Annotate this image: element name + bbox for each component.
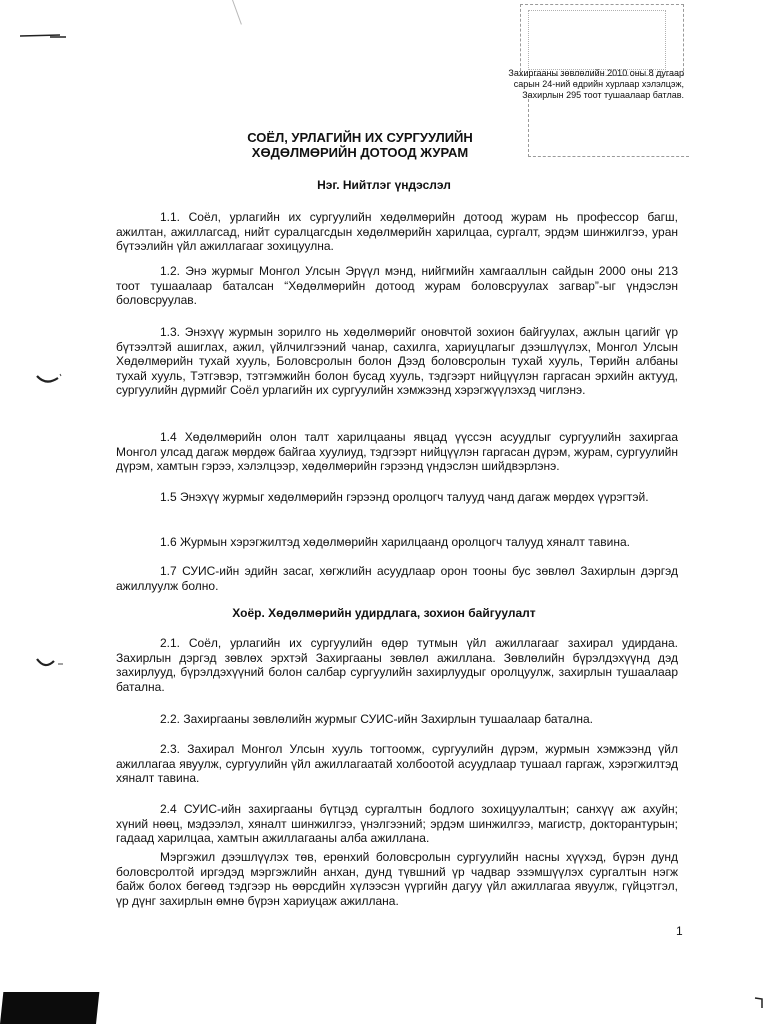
paragraph-1-5: 1.5 Энэхүү журмыг хөдөлмөрийн гэрээнд оролцогч талууд чанд дагаж мөрдөх үүрэгтэй. bbox=[160, 490, 649, 504]
approval-line-2: сарын 24-ний өдрийн хурлаар хэлэлцэж, bbox=[513, 79, 684, 89]
paragraph-1-6: 1.6 Журмын хэрэгжилтэд хөдөлмөрийн харилцаанд оролцогч талууд хяналт тавина. bbox=[160, 535, 630, 549]
paragraph-1-2: 1.2. Энэ журмыг Монгол Улсын Эрүүл мэнд, нийгмийн хамгааллын сайдын 2000 оны 213 тоот тушаалаар баталсан “Хөдөлмөрийн дотоод журам боловсруулах загвар”-ыг үндэслэн боловсруулав. bbox=[116, 264, 678, 307]
approval-note bbox=[480, 68, 684, 101]
paragraph-2-4-continued: Мэргэжил дээшлүүлэх төв, ерөнхий боловсролын сургуулийн насны хүүхэд, бүрэн дунд боловсролтой иргэдэд мэргэжлийн анхан, дунд түвшний үр чадвар эзэмшүүлэх сургалтын нэгж байж болох бөгөөд тэдгээр нь өөрсдийн хүлээсэн үүргийн дагуу үйл ажиллагаа явуулж, гүйцэтгэл, үр дүнг захирлын өмнө бүрэн хариуцаж ажиллана. bbox=[116, 850, 678, 908]
title-line-1: СОЁЛ, УРЛАГИЙН ИХ СУРГУУЛИЙН bbox=[247, 130, 473, 145]
paragraph-1-1: 1.1. Соёл, урлагийн их сургуулийн хөдөлмөрийн дотоод журам нь профессор багш, ажилтан, ажиллагсад, нийт суралцагсдын хөдөлмөрийн харилцаа, сургалт, эрдэм шинжилгээ, уран бүтээлийн үйл ажиллагааг зохицуулна. bbox=[116, 210, 678, 253]
approval-line-1: Захиргааны зөвлөлийн 2010 оны 8 дугаар bbox=[508, 68, 684, 78]
paragraph-2-3: 2.3. Захирал Монгол Улсын хууль тогтоомж, сургуулийн дүрэм, журмын хэмжээнд үйл ажиллагаа явуулж, сургуулийн үйл ажиллагаатай холбоотой асуудлаар тушаал гаргаж, хэрэгжилтэд хяналт тавина. bbox=[116, 742, 678, 785]
title-line-2: ХӨДӨЛМӨРИЙН ДОТООД ЖУРАМ bbox=[251, 145, 469, 160]
page-number: 1 bbox=[676, 924, 683, 938]
stamp-seal-frame bbox=[528, 94, 689, 157]
section-1-heading: Нэг. Нийтлэг үндэслэл bbox=[317, 178, 451, 192]
binder-hole-mark-icon bbox=[36, 372, 62, 386]
approval-line-3: Захирлын 295 тоот тушаалаар батлав. bbox=[522, 90, 684, 100]
section-2-heading: Хоёр. Хөдөлмөрийн удирдлага, зохион байгуулалт bbox=[232, 606, 536, 620]
paragraph-2-4: 2.4 СУИС-ийн захиргааны бүтцэд сургалтын бодлого зохицуулалтын; санхүү аж ахуйн; хүний нөөц, мэдээлэл, хяналт шинжилгээ, үнэлгээний; эрдэм шинжилгээ, магистр, докторантурын; гадаад харилцаа, хамтын ажиллагааны алба ажиллана. bbox=[116, 802, 678, 845]
scan-artifact-line bbox=[232, 0, 242, 25]
margin-mark-icon bbox=[20, 34, 66, 38]
paragraph-2-1: 2.1. Соёл, урлагийн их сургуулийн өдөр тутмын үйл ажиллагааг захирал удирдана. Захирлын дэргэд зөвлөх эрхтэй Захиргааны зөвлөл ажиллана. Зөвлөлийн бүрэлдэхүүнд дэд захирлууд, бүрэлдэхүүний болон салбар сургуулийн захирлуудыг оролцуулж, захирлын тушаалаар батална. bbox=[116, 636, 678, 694]
paragraph-1-7: 1.7 СУИС-ийн эдийн засаг, хөгжлийн асуудлаар орон тооны бус зөвлөл Захирлын дэргэд ажиллуулж болно. bbox=[116, 564, 678, 593]
binder-hole-mark-icon bbox=[36, 656, 64, 670]
paragraph-1-3: 1.3. Энэхүү журмын зорилго нь хөдөлмөрийг оновчтой зохион байгуулах, ажлын цагийг үр бүтээлтэй ашиглах, ажил, үйлчилгээний чанар, сахилга, хариуцлагыг дээшлүүлэх, Монгол Улсын Хөдөлмөрийн тухай хууль, Боловсролын болон Дээд боловсролын тухай хууль, Төрийн албаны тухай хууль, Тэтгэвэр, тэтгэмжийн болон бусад хууль, тэдгээрт нийцүүлэн гаргасан эрхийн актууд, сургуулийн дүрмийг Соёл урлагийн их сургуулийн хэмжээнд хэрэгжүүлэхэд чиглэнэ. bbox=[116, 325, 678, 397]
stamp-inner-frame bbox=[528, 10, 666, 70]
scan-shadow-corner bbox=[0, 992, 99, 1024]
paragraph-1-4: 1.4 Хөдөлмөрийн олон талт харилцааны явцад үүссэн асуудлыг сургуулийн захиргаа Монгол улсад дагаж мөрдөж байгаа хуулиуд, тэдгээрт нийцүүлэн гаргасан дүрэм, журам, сургуулийн дүрэм, хамтын гэрээ, хэлэлцээр, хөдөлмөрийн гэрээнд үндэслэн шийдвэрлэнэ. bbox=[116, 430, 678, 473]
corner-mark-icon bbox=[754, 996, 764, 1010]
document-title bbox=[200, 130, 520, 160]
paragraph-2-2: 2.2. Захиргааны зөвлөлийн журмыг СУИС-ийн Захирлын тушаалаар батална. bbox=[160, 712, 593, 726]
